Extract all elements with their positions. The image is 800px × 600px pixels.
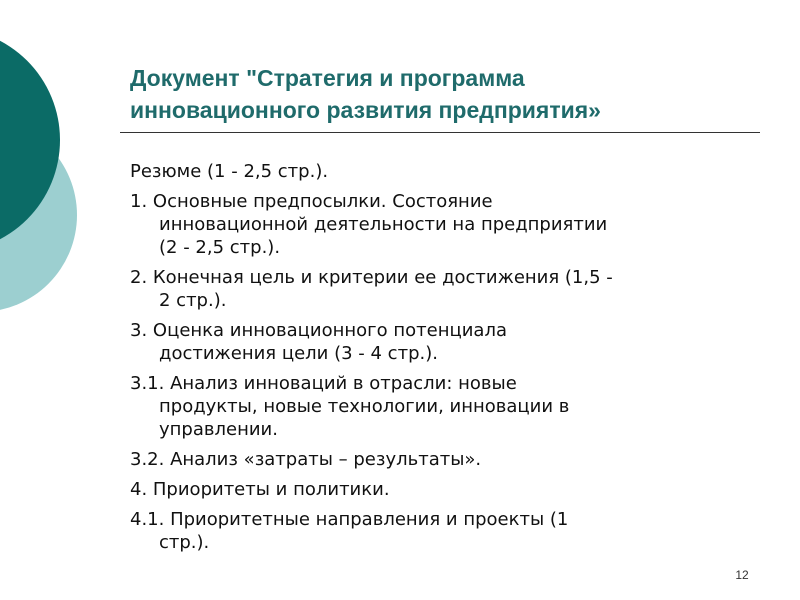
list-item-line: инновационной деятельности на предприятии xyxy=(159,214,608,235)
list-item-line: 2. Конечная цель и критерии ее достижения (1,5 - xyxy=(130,267,613,288)
list-item xyxy=(130,448,755,471)
list-item xyxy=(130,160,755,183)
list-item xyxy=(130,266,755,312)
list-item xyxy=(130,508,755,554)
list-item xyxy=(130,190,755,259)
list-item-line: 3. Оценка инновационного потенциала xyxy=(130,320,507,341)
list-item-line: Резюме (1 - 2,5 стр.). xyxy=(130,161,329,182)
list-item-line: стр.). xyxy=(159,532,210,553)
list-item-line: 4. Приоритеты и политики. xyxy=(130,479,390,500)
title-divider xyxy=(120,132,760,133)
body-list xyxy=(130,160,755,561)
list-item-line: 1. Основные предпосылки. Состояние xyxy=(130,191,493,212)
list-item-line: (2 - 2,5 стр.). xyxy=(159,237,281,258)
slide-title-line-1: Документ "Стратегия и программа xyxy=(130,65,525,91)
list-item-line: 4.1. Приоритетные направления и проекты (1 xyxy=(130,509,569,530)
list-item-line: управлении. xyxy=(159,419,278,440)
list-item xyxy=(130,478,755,501)
list-item-line: 3.2. Анализ «затраты – результаты». xyxy=(130,449,482,470)
page-number: 12 xyxy=(735,568,749,582)
list-item xyxy=(130,319,755,365)
list-item-line: достижения цели (3 - 4 стр.). xyxy=(159,343,438,364)
list-item xyxy=(130,372,755,441)
slide-title xyxy=(130,62,750,126)
list-item-line: 2 стр.). xyxy=(159,290,227,311)
slide-title-line-2: инновационного развития предприятия» xyxy=(130,97,601,123)
list-item-line: 3.1. Анализ инноваций в отрасли: новые xyxy=(130,373,517,394)
list-item-line: продукты, новые технологии, инновации в xyxy=(159,396,570,417)
